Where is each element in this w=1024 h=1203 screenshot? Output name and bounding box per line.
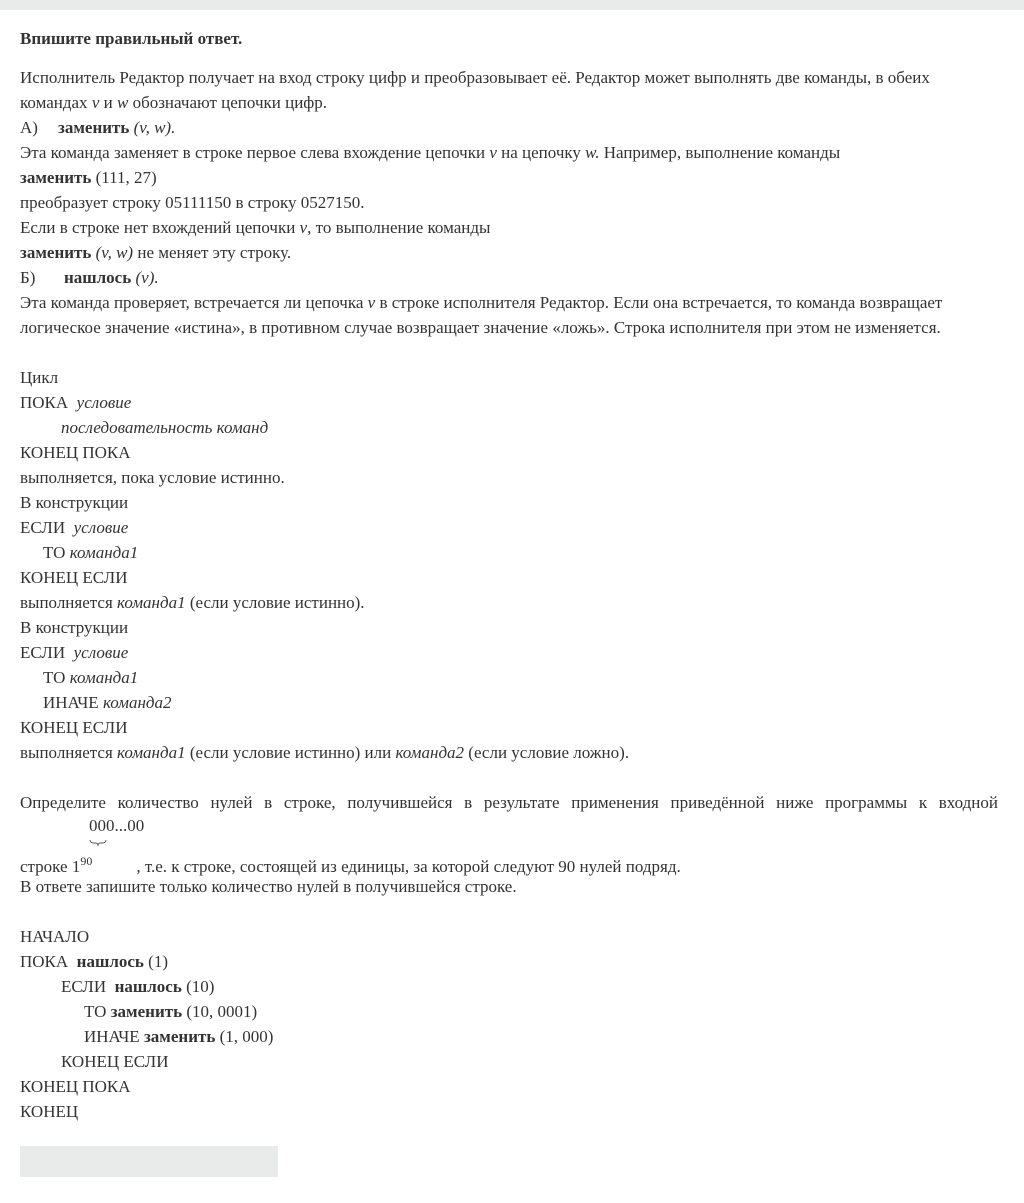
- if-line: ЕСЛИ условие: [20, 518, 129, 537]
- intro-line-1: Исполнитель Редактор получает на вход строку цифр и преобразовывает её. Редактор может выполнять две команды, в обеих: [20, 68, 930, 87]
- ifelse-desc: выполняется команда1 (если условие истинно) или команда2 (если условие ложно).: [20, 743, 630, 762]
- loop-while: ПОКА условие: [20, 393, 132, 412]
- ifelse-end: КОНЕЦ ЕСЛИ: [20, 718, 128, 737]
- program-if: ЕСЛИ нашлось (10): [61, 977, 215, 996]
- program-begin: НАЧАЛО: [20, 927, 90, 946]
- command-b-desc-2: логическое значение «истина», в противном случае возвращает значение «ложь». Строка исполнителя при этом не изменяется.: [20, 318, 941, 337]
- program-while: ПОКА нашлось (1): [20, 952, 168, 971]
- command-a-none: Если в строке нет вхождений цепочки v, то выполнение команды: [20, 218, 491, 237]
- top-bar: [0, 0, 1024, 10]
- if-intro: В конструкции: [20, 493, 129, 512]
- task-line-3: В ответе запишите только количество нулей в получившейся строке.: [20, 877, 517, 896]
- zeros-brace-text: 000...00: [89, 816, 145, 835]
- answer-input[interactable]: [20, 1146, 278, 1177]
- program-end: КОНЕЦ: [20, 1102, 79, 1121]
- command-a-example: заменить (111, 27): [20, 168, 157, 187]
- program-else: ИНАЧЕ заменить (1, 000): [84, 1027, 274, 1046]
- task-line-1: Определите количество нулей в строке, получившейся в результате применения приведённой ниже программы к входной: [20, 793, 998, 812]
- loop-body: последовательность команд: [61, 418, 269, 437]
- ifelse-line: ЕСЛИ условие: [20, 643, 129, 662]
- if-end: КОНЕЦ ЕСЛИ: [20, 568, 128, 587]
- if-then: ТО команда1: [43, 543, 139, 562]
- ifelse-then: ТО команда1: [43, 668, 139, 687]
- command-a-title: А) заменить (v, w).: [20, 118, 176, 137]
- page-title: Впишите правильный ответ.: [20, 29, 243, 48]
- program-end-if: КОНЕЦ ЕСЛИ: [61, 1052, 169, 1071]
- task-content: [20, 26, 1006, 1124]
- ifelse-else: ИНАЧЕ команда2: [43, 693, 172, 712]
- zeros-brace-group: [20, 815, 1006, 855]
- ifelse-intro: В конструкции: [20, 618, 129, 637]
- program-end-while: КОНЕЦ ПОКА: [20, 1077, 131, 1096]
- command-a-example-result: преобразует строку 05111150 в строку 0527150.: [20, 193, 365, 212]
- command-b-desc-1: Эта команда проверяет, встречается ли цепочка v в строке исполнителя Редактор. Если она встречается, то команда возвращает: [20, 293, 943, 312]
- loop-end: КОНЕЦ ПОКА: [20, 443, 131, 462]
- task-line-2: строке $1^{90}$ , т.е. к строке, состоящей из единицы, за которой следуют 90 нулей подряд.: [20, 854, 681, 876]
- command-a-none-2: заменить (v, w) не меняет эту строку.: [20, 243, 292, 262]
- command-a-desc: Эта команда заменяет в строке первое слева вхождение цепочки v на цепочку w. Например, выполнение команды: [20, 143, 841, 162]
- intro-line-2: командах v и w обозначают цепочки цифр.: [20, 93, 328, 112]
- loop-desc: выполняется, пока условие истинно.: [20, 468, 285, 487]
- command-b-title: Б) нашлось (v).: [20, 268, 159, 287]
- loop-title: Цикл: [20, 368, 59, 387]
- program-then: ТО заменить (10, 0001): [84, 1002, 258, 1021]
- underbrace-icon: [89, 839, 107, 847]
- if-desc: выполняется команда1 (если условие истинно).: [20, 593, 365, 612]
